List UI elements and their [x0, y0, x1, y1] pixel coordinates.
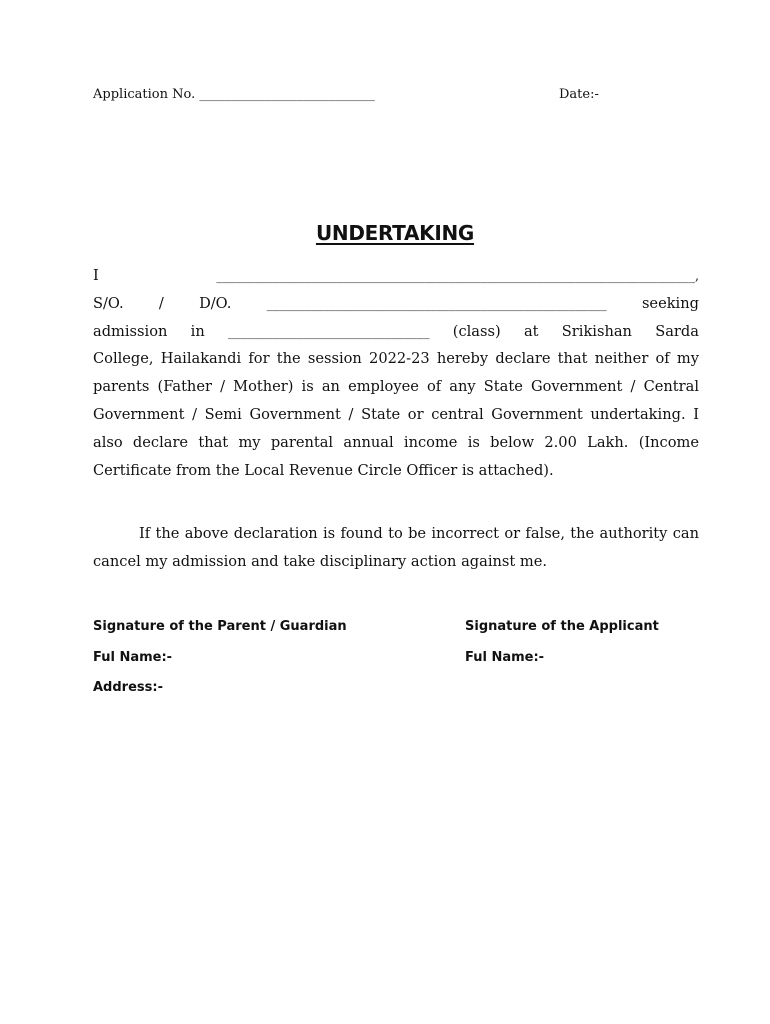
applicant-signature-label: Signature of the Applicant: [465, 619, 659, 634]
parent-full-name-label: Ful Name:-: [93, 650, 173, 665]
admission-word: admission: [93, 322, 168, 340]
applicant-full-name-label: Ful Name:-: [465, 650, 545, 665]
name-blank: ____________________________________________________________________________,: [216, 268, 699, 283]
so-label: S/O.: [93, 294, 124, 312]
undertaking-body: [93, 262, 699, 484]
college-name-1: Srikishan: [561, 322, 632, 340]
date-field: Date:-: [559, 87, 599, 102]
pronoun-i: I: [93, 267, 99, 284]
in-word: in: [190, 322, 205, 340]
class-line: [93, 318, 699, 346]
name-line: [93, 262, 699, 290]
header-row: [93, 87, 699, 105]
at-word: at: [523, 322, 539, 340]
document-title: UNDERTAKING: [315, 221, 475, 245]
declaration-paragraph: If the above declaration is found to be incorrect or false, the authority can cancel my admission and take disciplinary action against me.: [93, 525, 699, 570]
parent-blank: ______________________________________________________: [266, 295, 607, 311]
parent-signature-label: Signature of the Parent / Guardian: [93, 619, 347, 634]
college-name-2: Sarda: [655, 322, 699, 340]
class-word: (class): [452, 322, 501, 340]
undertaking-paragraph: College, Hailakandi for the session 2022-23 hereby declare that neither of my parents (Father / Mother) is an employee of any State Government / Central Government / Semi Government / State or central Government undertaking. I also declare that my parental annual income is below 2.00 Lakh. (Income Certificate from the Local Revenue Circle Officer is attached).: [93, 350, 699, 479]
slash: /: [158, 294, 164, 312]
application-number: Application No. ___________________________: [93, 87, 375, 102]
parent-address-label: Address:-: [93, 680, 163, 695]
parent-line: [93, 290, 699, 318]
seeking-word: seeking: [641, 294, 699, 312]
do-label: D/O.: [199, 294, 232, 312]
class-blank: ________________________________: [228, 323, 430, 339]
